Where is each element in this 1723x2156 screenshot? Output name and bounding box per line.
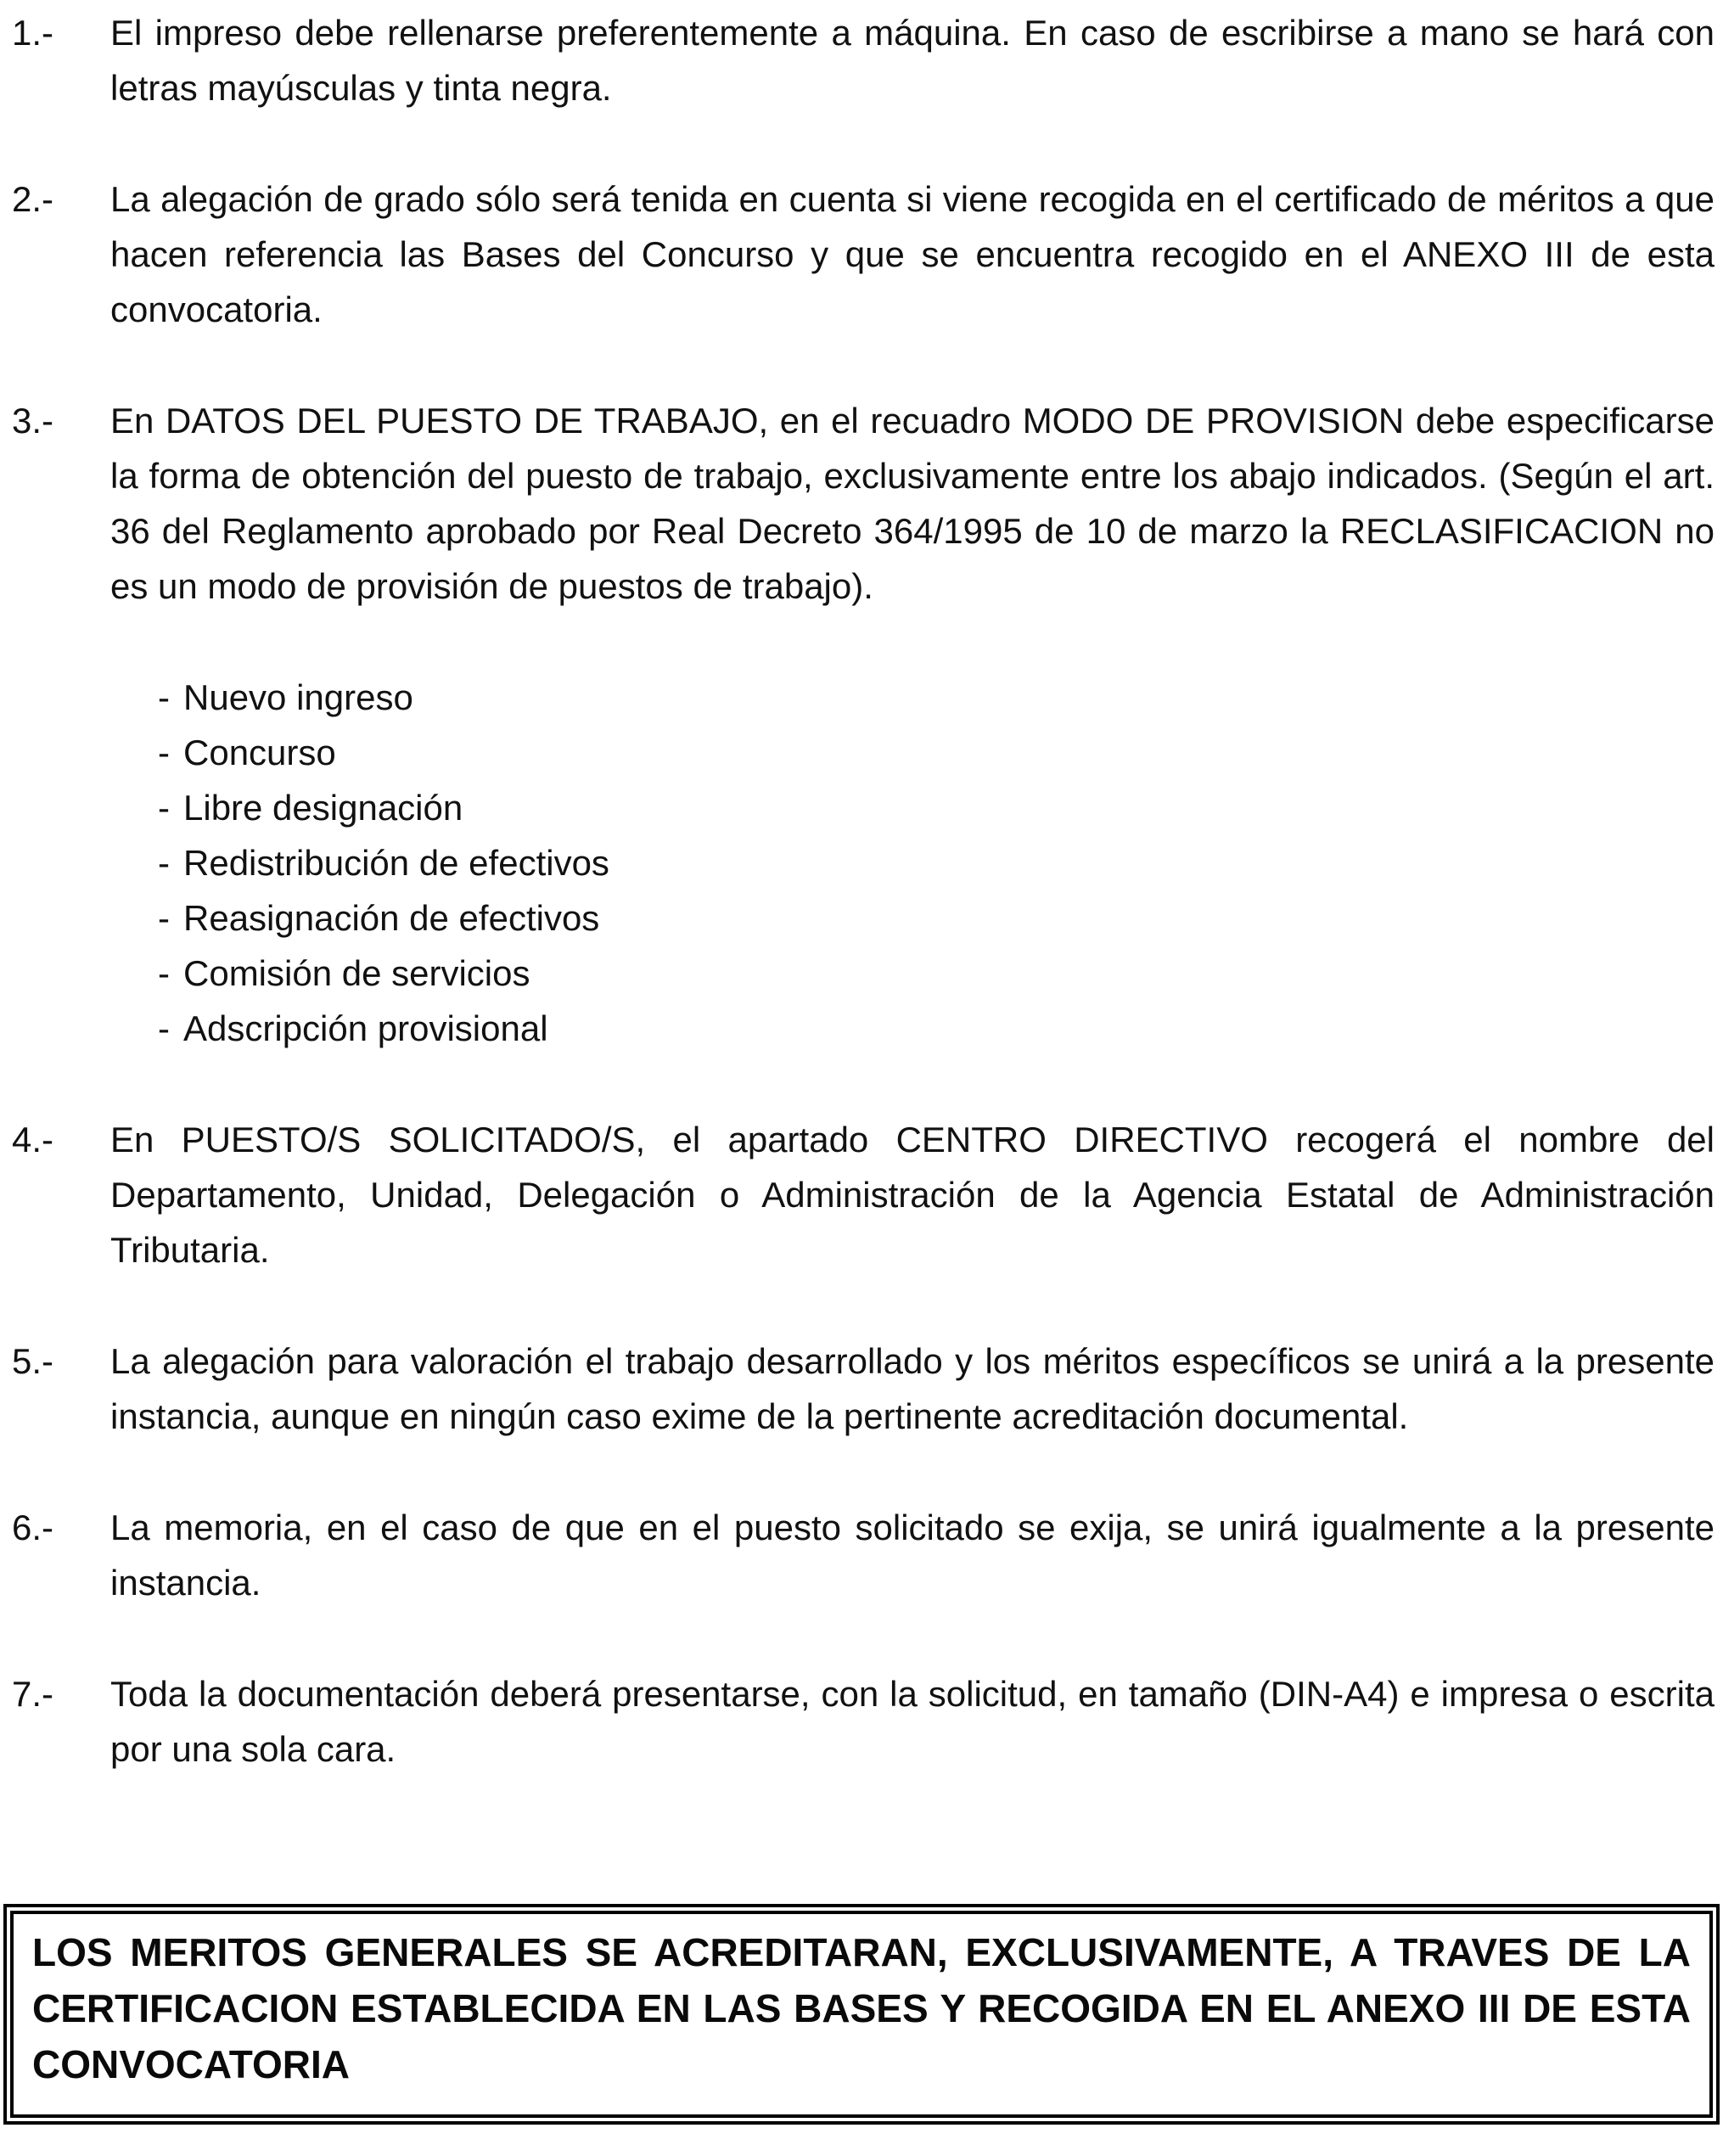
list-item: [158, 780, 1715, 835]
item-number: 1.-: [12, 13, 54, 53]
item-text: La alegación para valoración el trabajo desarrollado y los méritos específicos se unirá a la presente instancia, aunque en ningún caso exime de la pertinente acreditación documental.: [110, 1341, 1715, 1436]
list-item-label: Reasignación de efectivos: [183, 898, 600, 938]
instruction-item-2: [0, 171, 1723, 337]
item-number: 7.-: [12, 1674, 54, 1714]
item-text: El impreso debe rellenarse preferentemente a máquina. En caso de escribirse a mano se hará con letras mayúsculas y tinta negra.: [110, 13, 1715, 108]
item-text: Toda la documentación deberá presentarse, con la solicitud, en tamaño (DIN-A4) e impresa o escrita por una sola cara.: [110, 1674, 1715, 1769]
notice-text: LOS MERITOS GENERALES SE ACREDITARAN, EXCLUSIVAMENTE, A TRAVES DE LA CERTIFICACION ESTABLECIDA EN LAS BASES Y RECOGIDA EN EL ANEXO III DE ESTA CONVOCATORIA: [32, 1930, 1691, 2086]
item-number: 2.-: [12, 179, 54, 219]
list-item-label: Concurso: [183, 733, 336, 772]
list-item-label: Nuevo ingreso: [183, 677, 413, 717]
instruction-item-3: [0, 393, 1723, 1056]
dash-marker: -: [158, 788, 170, 828]
instruction-item-5: [0, 1333, 1723, 1444]
list-item: [158, 946, 1715, 1001]
list-item: [158, 1001, 1715, 1056]
merits-notice-box: [3, 1904, 1720, 2125]
dash-marker: -: [158, 898, 170, 938]
instruction-item-7: [0, 1666, 1723, 1777]
item-paragraph: En DATOS DEL PUESTO DE TRABAJO, en el recuadro MODO DE PROVISION debe especificarse la forma de obtención del puesto de trabajo, exclusivamente entre los abajo indicados. (Según el art. 36 del Reglamento aprobado por Real Decreto 364/1995 de 10 de marzo la RECLASIFICACION no es un modo de provisión de puestos de trabajo).: [110, 401, 1715, 606]
dash-marker: -: [158, 953, 170, 993]
instruction-item-6: [0, 1500, 1723, 1610]
item-text: La memoria, en el caso de que en el puesto solicitado se exija, se unirá igualmente a la presente instancia.: [110, 1508, 1715, 1603]
dash-marker: -: [158, 677, 170, 717]
instruction-item-4: [0, 1112, 1723, 1277]
item-text: La alegación de grado sólo será tenida en cuenta si viene recogida en el certificado de méritos a que hacen referencia las Bases del Concurso y que se encuentra recogido en el ANEXO III de esta convocatoria.: [110, 179, 1715, 329]
list-item-label: Adscripción provisional: [183, 1008, 548, 1048]
item-number: 6.-: [12, 1508, 54, 1547]
instruction-item-1: [0, 5, 1723, 115]
list-item: [158, 725, 1715, 780]
dash-marker: -: [158, 843, 170, 883]
list-item-label: Libre designación: [183, 788, 463, 828]
dash-marker: -: [158, 733, 170, 772]
item-number: 4.-: [12, 1120, 54, 1159]
item-number: 5.-: [12, 1341, 54, 1381]
list-item: [158, 890, 1715, 946]
list-item-label: Redistribución de efectivos: [183, 843, 609, 883]
item-text: En PUESTO/S SOLICITADO/S, el apartado CENTRO DIRECTIVO recogerá el nombre del Departamento, Unidad, Delegación o Administración de la Agencia Estatal de Administración Tributaria.: [110, 1120, 1715, 1270]
list-item: [158, 835, 1715, 890]
provision-modes-list: [158, 670, 1715, 1056]
list-item: [158, 670, 1715, 725]
dash-marker: -: [158, 1008, 170, 1048]
item-number: 3.-: [12, 401, 54, 441]
item-text: [110, 393, 1723, 1056]
list-item-label: Comisión de servicios: [183, 953, 530, 993]
